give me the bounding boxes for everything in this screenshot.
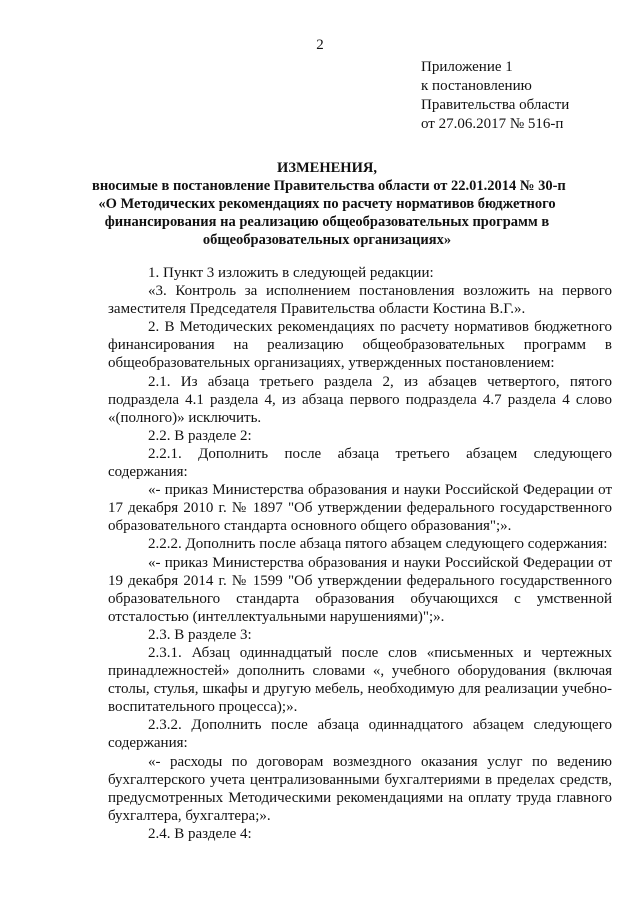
title-line: общеобразовательных организациях» [202, 232, 452, 248]
title-line: вносимые в постановление Правительства области от 22.01.2014 № 30-п [92, 178, 566, 194]
paragraph: 2.4. В разделе 4: [148, 825, 252, 842]
paragraph: 2.2.2. Дополнить после абзаца пятого абзацем следующего содержания: [148, 536, 608, 553]
paragraph: «3. Контроль за исполнением постановления возложить на первого заместителя Председателя Правительства области Костина В.Г.». [108, 283, 612, 318]
paragraph: 2.1. Из абзаца третьего раздела 2, из абзацев четвертого, пятого подраздела 4.1 раздела 4, из абзаца первого подраздела 4.7 раздела 4 слово «(полного)» исключить. [108, 373, 612, 426]
appendix-line: от 27.06.2017 № 516-п [421, 116, 564, 132]
paragraph: 2.3.1. Абзац одиннадцатый после слов «письменных и чертежных принадлежностей» дополнить словами «, учебного оборудования (включая столы, стулья, шкафы и другую мебель, необходимую для реализации учебно-воспитательного процесса);». [108, 644, 612, 716]
appendix-line: Приложение 1 [421, 59, 513, 75]
paragraph: 2.3. В разделе 3: [148, 626, 252, 643]
paragraph: «- расходы по договорам возмездного оказания услуг по ведению бухгалтерского учета централизованными бухгалтериями в пределах средств, предусмотренных Методическими рекомендациями на оплату труда главного бухгалтера, бухгалтера;». [108, 753, 612, 824]
title-line: «О Методических рекомендациях по расчету нормативов бюджетного [98, 196, 556, 212]
title-line: финансирования на реализацию общеобразовательных программ в [104, 214, 550, 230]
page-number: 2 [316, 37, 324, 53]
appendix-header [421, 58, 569, 134]
document-title [92, 159, 566, 249]
appendix-line: к постановлению [421, 78, 532, 94]
paragraph: «- приказ Министерства образования и науки Российской Федерации от 17 декабря 2010 г. № 1897 "Об утверждении федерального государственного образовательного стандарта основного общего образования";». [108, 482, 612, 535]
title-line: ИЗМЕНЕНИЯ, [277, 160, 377, 176]
document-body [108, 264, 612, 843]
paragraph: 2.2.1. Дополнить после абзаца третьего абзацем следующего содержания: [108, 445, 612, 481]
appendix-line: Правительства области [421, 97, 570, 113]
paragraph: 2.3.2. Дополнить после абзаца одиннадцатого абзацем следующего содержания: [108, 717, 612, 752]
paragraph: 2.2. В разделе 2: [148, 427, 252, 444]
paragraph: 2. В Методических рекомендациях по расчету нормативов бюджетного финансирования на реализацию общеобразовательных программ в общеобразовательных организациях, утвержденных постановлением: [108, 319, 612, 372]
paragraph: 1. Пункт 3 изложить в следующей редакции: [148, 265, 434, 281]
paragraph: «- приказ Министерства образования и науки Российской Федерации от 19 декабря 2014 г. № 1599 "Об утверждении федерального государственного образовательного стандарта образования обучающихся с умственной отсталостью (интеллектуальными нарушениями)";». [108, 554, 612, 625]
